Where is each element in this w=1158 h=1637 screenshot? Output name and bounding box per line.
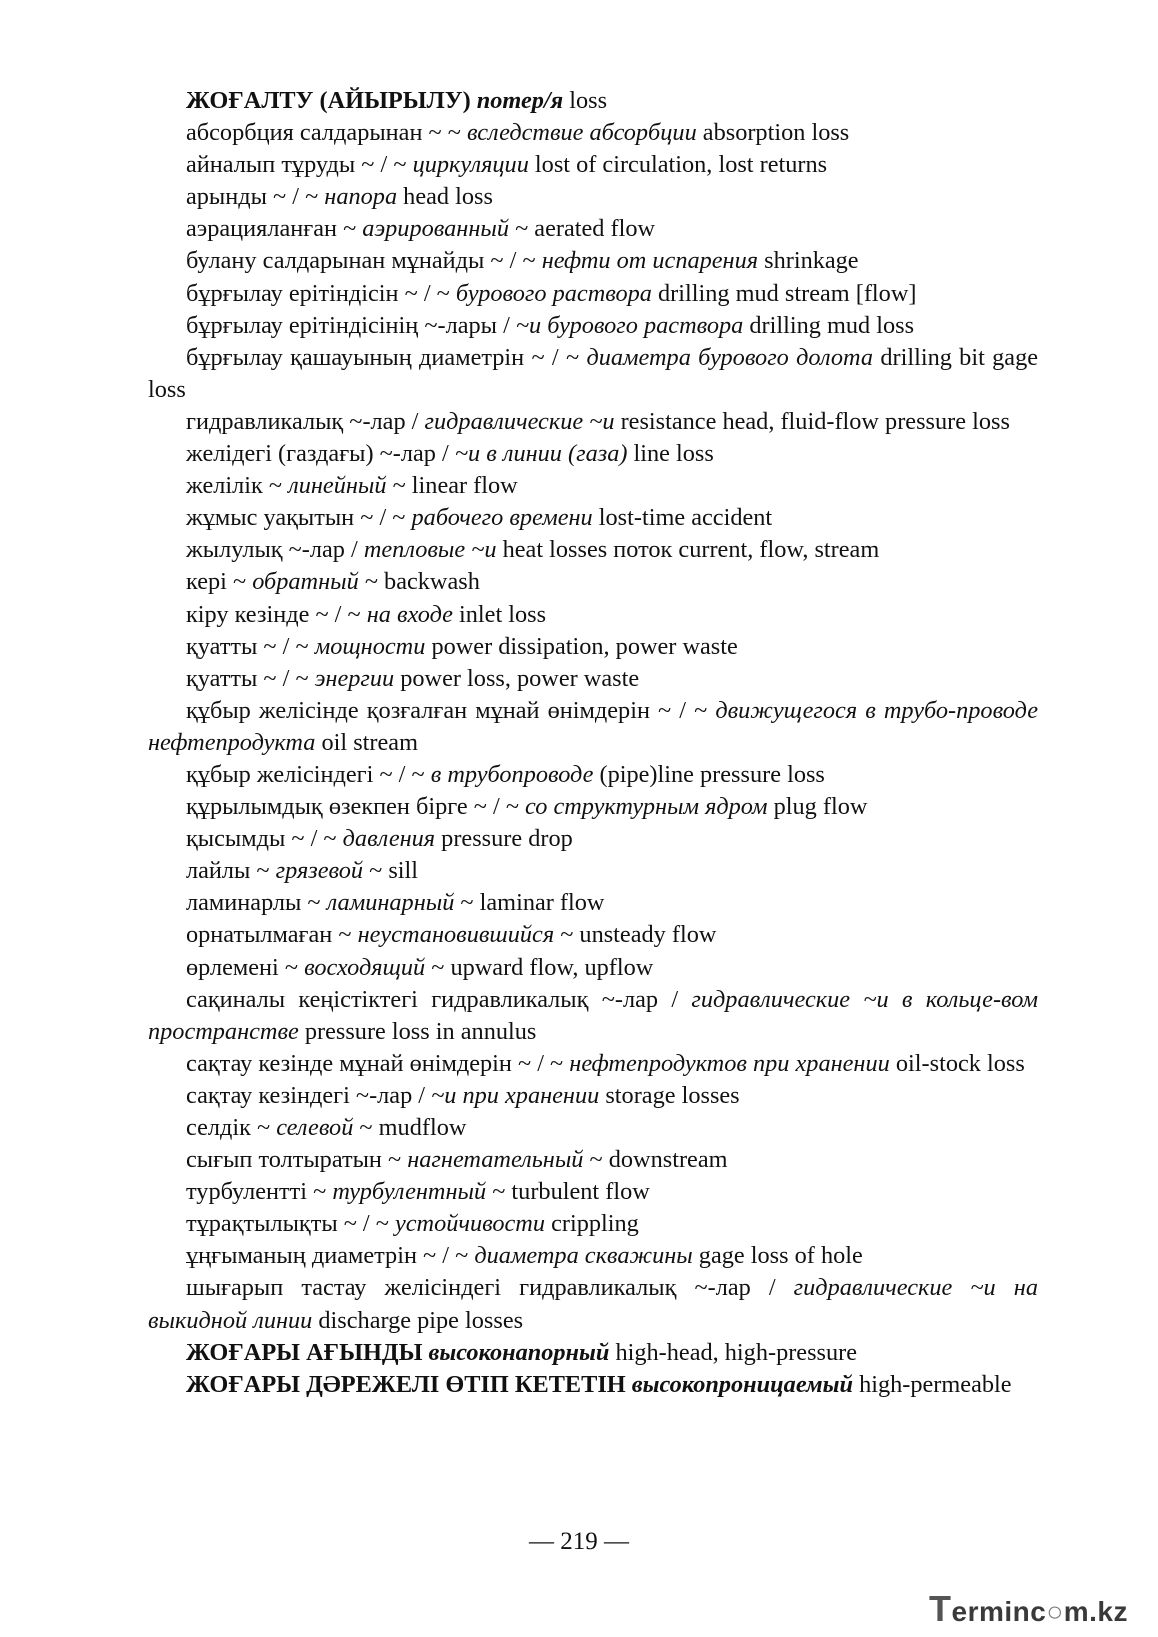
subentry — [148, 181, 1038, 213]
entry-text: желідегі (газдағы) ~-лар / — [186, 440, 455, 468]
subentry — [148, 984, 1038, 1048]
subentry — [148, 438, 1038, 470]
entry-text: crippling — [545, 1210, 639, 1238]
entry-text: inlet loss — [452, 600, 547, 628]
russian-term: восходящий — [304, 953, 426, 981]
entry-text: ұңғыманың диаметрін ~ / ~ — [186, 1242, 475, 1270]
russian-term: мощности — [314, 632, 426, 660]
kazakh-headword: ЖОҒАРЫ ДӘРЕЖЕЛІ ӨТІП КЕТЕТІН — [186, 1370, 632, 1398]
russian-term: обратный — [252, 568, 359, 596]
subentry — [148, 213, 1038, 245]
entry-text: lost of circulation, lost returns — [528, 151, 828, 179]
russian-term: рабочего времени — [411, 504, 593, 532]
subentry — [148, 502, 1038, 534]
entry-text: discharge pipe losses — [312, 1306, 524, 1334]
kazakh-headword: ЖОҒАЛТУ (АЙЫРЫЛУ) — [186, 87, 477, 114]
entry-text: тұрақтылықты ~ / ~ — [186, 1210, 395, 1238]
entry-text: желілік ~ — [186, 472, 289, 500]
subentry — [148, 245, 1038, 277]
entry-text: қуатты ~ / ~ — [186, 664, 315, 692]
entry-text: сақтау кезінде мұнай өнімдерін ~ / ~ — [186, 1049, 570, 1077]
russian-term: диаметра скважины — [474, 1242, 693, 1270]
subentry — [148, 534, 1038, 566]
entry-text: шығарып тастау желісіндегі гидравликалық ~-лар / — [186, 1274, 794, 1302]
russian-term: селевой — [276, 1114, 354, 1141]
entry-text: ~ backwash — [358, 568, 480, 596]
subentry — [148, 952, 1038, 984]
entry-text: жылулық ~-лар / — [186, 536, 364, 564]
russian-term: ~и в линии (газа) — [454, 440, 628, 468]
entry-text: head loss — [397, 183, 493, 211]
entry-text: power dissipation, power waste — [425, 632, 738, 660]
russian-term: грязевой — [275, 857, 364, 885]
russian-term: ~и бурового раствора — [515, 311, 744, 339]
russian-term: нагнетательный — [407, 1146, 584, 1174]
russian-term: напора — [324, 183, 398, 211]
entry-text: ~ upward flow, upflow — [425, 953, 654, 981]
entry-text: ~ sill — [363, 857, 419, 885]
russian-term: в трубопроводе — [430, 760, 594, 788]
entry-text: ~ linear flow — [386, 472, 518, 500]
entry-text: high-permeable — [853, 1370, 1012, 1398]
russian-term: аэрированный — [362, 215, 509, 243]
russian-term: нефти от испарения — [541, 247, 759, 275]
subentry — [148, 887, 1038, 919]
entry-text: бұрғылау ерітіндісінің ~-лары / — [186, 311, 516, 339]
entry-text: drilling mud loss — [743, 311, 915, 339]
russian-term: неустановившийся — [357, 921, 555, 949]
entry-text: кіру кезінде ~ / ~ — [186, 600, 367, 628]
russian-term: ламинарный — [326, 889, 455, 917]
entry-text: power loss, power waste — [394, 664, 640, 692]
subentry — [148, 663, 1038, 695]
entry-text: құбыр желісіндегі ~ / ~ — [186, 760, 431, 788]
entry-text: булану салдарынан мұнайды ~ / ~ — [186, 247, 542, 275]
subentry — [148, 1144, 1038, 1176]
entry-text: қысымды ~ / ~ — [186, 825, 343, 853]
entry-text: сақиналы кеңістіктегі гидравликалық ~-лар / — [186, 985, 692, 1013]
headword-entry — [148, 1337, 1038, 1369]
entry-text: аэрацияланған ~ — [186, 215, 363, 243]
russian-term: со структурным ядром — [525, 793, 768, 821]
entry-text: ~ downstream — [583, 1146, 728, 1174]
russian-term: на входе — [366, 600, 453, 628]
entry-text: pressure drop — [435, 825, 573, 853]
entry-text: loss — [563, 87, 608, 114]
entry-text: турбулентті ~ — [186, 1178, 333, 1206]
entry-text: shrinkage — [758, 247, 859, 275]
subentry — [148, 1240, 1038, 1272]
subentry — [148, 1080, 1038, 1112]
entry-text: absorption loss — [696, 119, 850, 147]
russian-term: давления — [342, 825, 436, 853]
subentry — [148, 695, 1038, 759]
entry-text: құрылымдық өзекпен бірге ~ / ~ — [186, 793, 526, 821]
russian-term: движущегося в трубо-проводе нефтепродукта — [148, 696, 1038, 756]
kazakh-headword: ЖОҒАРЫ АҒЫНДЫ — [186, 1338, 429, 1366]
entry-text: абсорбция салдарынан ~ ~ — [186, 119, 467, 147]
entry-text: айналып тұруды ~ / ~ — [186, 151, 413, 179]
russian-term: устойчивости — [394, 1210, 545, 1238]
russian-term: тепловые ~и — [363, 536, 497, 564]
entry-text: oil stream — [315, 728, 418, 756]
entry-text: орнатылмаған ~ — [186, 921, 358, 949]
russian-term: бурового раствора — [455, 279, 652, 307]
page-number: — 219 — — [529, 1528, 629, 1555]
russian-term: турбулентный — [332, 1178, 487, 1206]
entry-text: өрлемені ~ — [186, 953, 305, 981]
subentry — [148, 599, 1038, 631]
subentry — [148, 278, 1038, 310]
entry-text: drilling bit gage loss — [148, 343, 1038, 403]
russian-term: гидравлические ~и — [424, 407, 615, 435]
entry-text: құбыр желісінде қозғалған мұнай өнімдерін ~ / ~ — [186, 696, 716, 724]
subentry — [148, 855, 1038, 887]
russian-term: гидравлические ~и в кольце-вом пространстве — [148, 985, 1038, 1045]
entry-text: лайлы ~ — [186, 857, 276, 885]
entry-text: арынды ~ / ~ — [186, 183, 325, 211]
entry-text: кері ~ — [186, 568, 253, 596]
russian-term: диаметра бурового долота — [586, 343, 874, 371]
entry-text: бұрғылау қашауының диаметрін ~ / ~ — [186, 343, 587, 371]
entry-text: селдік ~ — [186, 1114, 277, 1141]
russian-term: линейный — [288, 472, 387, 500]
entry-text: gage loss of hole — [692, 1242, 863, 1270]
russian-term: энергии — [314, 664, 395, 692]
russian-headword: потер/я — [476, 87, 564, 114]
russian-term: гидравлические ~и на выкидной линии — [148, 1274, 1038, 1334]
entry-text: drilling mud stream [flow] — [651, 279, 917, 307]
entry-text: ~ mudflow — [353, 1114, 467, 1141]
entry-text: сақтау кезіндегі ~-лар / — [186, 1081, 432, 1109]
subentry — [148, 1272, 1038, 1336]
subentry — [148, 310, 1038, 342]
subentry — [148, 566, 1038, 598]
entry-text: бұрғылау ерітіндісін ~ / ~ — [186, 279, 456, 307]
russian-headword: высоконапорный — [428, 1338, 610, 1366]
russian-term: вследствие абсорбции — [466, 119, 697, 147]
entry-text: ~ unsteady flow — [554, 921, 717, 949]
entry-text: pressure loss in annulus — [298, 1017, 537, 1045]
entry-text: high-head, high-pressure — [609, 1338, 858, 1366]
dictionary-page-body — [148, 85, 1038, 1401]
subentry — [148, 470, 1038, 502]
subentry — [148, 791, 1038, 823]
subentry — [148, 1048, 1038, 1080]
entry-text: ~ aerated flow — [509, 215, 656, 243]
entry-text: plug flow — [767, 793, 868, 821]
entry-text: гидравликалық ~-лар / — [186, 407, 425, 435]
subentry — [148, 149, 1038, 181]
entry-text: жұмыс уақытын ~ / ~ — [186, 504, 412, 532]
subentry — [148, 117, 1038, 149]
subentry — [148, 1176, 1038, 1208]
subentry — [148, 1112, 1038, 1144]
headword-entry — [148, 85, 1038, 117]
subentry — [148, 919, 1038, 951]
russian-headword: высокопроницаемый — [631, 1370, 854, 1398]
headword-entry — [148, 1369, 1038, 1401]
entry-text: (pipe)line pressure loss — [593, 760, 825, 788]
entry-text: storage losses — [599, 1081, 740, 1109]
subentry — [148, 759, 1038, 791]
subentry — [148, 1208, 1038, 1240]
entry-text: қуатты ~ / ~ — [186, 632, 315, 660]
subentry — [148, 342, 1038, 406]
entry-text: line loss — [627, 440, 714, 468]
russian-term: циркуляции — [412, 151, 529, 179]
entry-text: heat losses поток current, flow, stream — [496, 536, 880, 564]
subentry — [148, 823, 1038, 855]
entry-text: ~ turbulent flow — [486, 1178, 650, 1206]
russian-term: нефтепродуктов при хранении — [569, 1049, 890, 1077]
subentry — [148, 631, 1038, 663]
termincom-logo: Terminc○m.kz — [929, 1588, 1128, 1629]
entry-text: ламинарлы ~ — [186, 889, 327, 917]
entry-text: сығып толтыратын ~ — [186, 1146, 408, 1174]
entry-text: ~ laminar flow — [454, 889, 605, 917]
russian-term: ~и при хранении — [431, 1081, 600, 1109]
subentry — [148, 406, 1038, 438]
entry-text: oil-stock loss — [889, 1049, 1025, 1077]
entry-text: lost-time accident — [592, 504, 773, 532]
entry-text: resistance head, fluid-flow pressure loss — [614, 407, 1010, 435]
